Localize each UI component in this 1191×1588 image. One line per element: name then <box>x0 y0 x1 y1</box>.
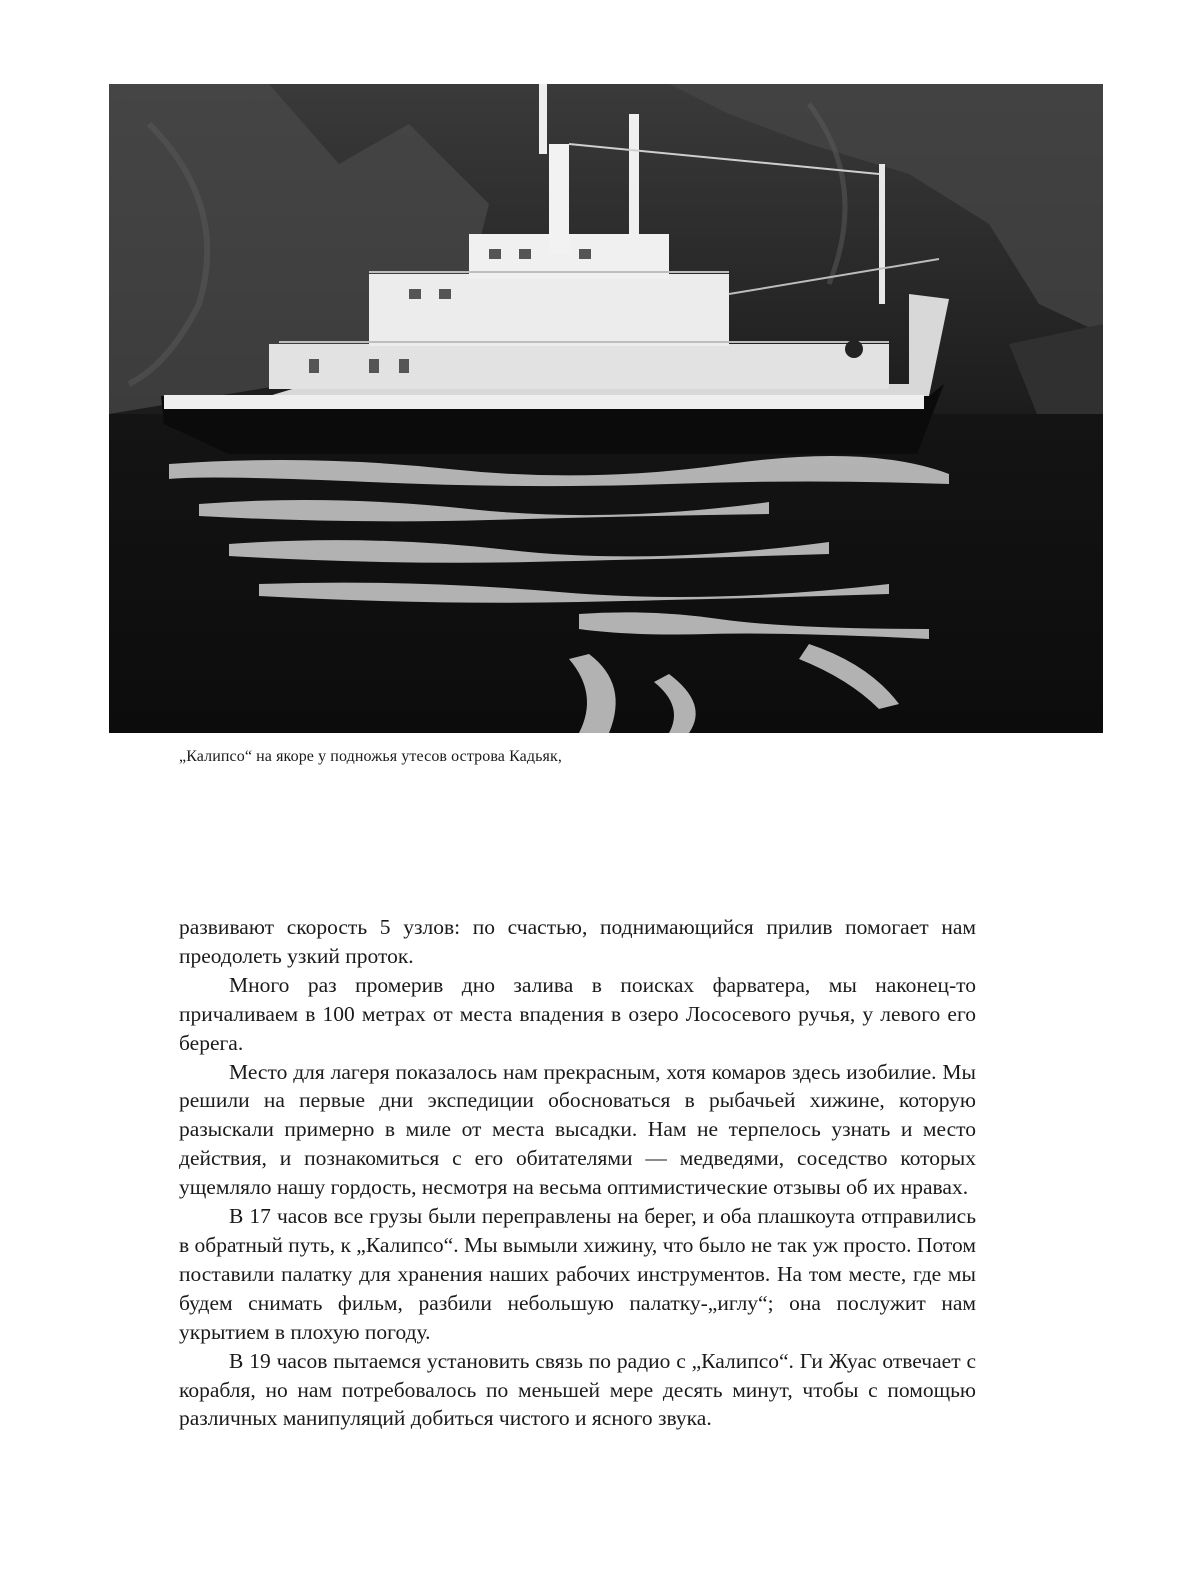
paragraph: В 19 часов пытаемся установить связь по радио с „Калипсо“. Ги Жуас отвечает с корабля, но нам потребовалось по меньшей мере десять минут, чтобы с помощью различных манипуляций добиться чистого и ясного звука. <box>179 1348 976 1431</box>
figure-caption: „Калипсо“ на якоре у подножья утесов острова Кадьяк, <box>179 748 562 765</box>
paragraph: развивают скорость 5 узлов: по счастью, поднимающийся прилив помогает нам преодолеть узкий проток. <box>179 915 976 968</box>
ship-photo <box>109 84 1103 733</box>
paragraph: Место для лагеря показалось нам прекрасным, хотя комаров здесь изобилие. Мы решили на первые дни экспедиции обосноваться в рыбачьей хижине, которую разыскали примерно в миле от места высадки. Нам не терпелось узнать и место действия, и познакомиться с его обитателями — медведями, соседство которых ущемляло нашу гордость, несмотря на весьма оптимистические отзывы об их нравах. <box>179 1059 976 1200</box>
anchor-icon <box>845 340 863 358</box>
paragraph: Много раз промерив дно залива в поисках фарватера, мы наконец-то причаливаем в 100 метрах от места впадения в озеро Лососевого ручья, у левого его берега. <box>179 972 976 1055</box>
body-text <box>179 913 976 1433</box>
ship-photo-illustration <box>109 84 1103 733</box>
ship-mast <box>549 144 569 254</box>
paragraph: В 17 часов все грузы были переправлены на берег, и оба плашкоута отправились в обратный путь, к „Калипсо“. Мы вымыли хижину, что было не так уж просто. Потом поставили палатку для хранения наших рабочих инструментов. На том месте, где мы будем снимать фильм, разбили небольшую палатку-„иглу“; она послужит нам укрытием в плохую погоду. <box>179 1204 976 1344</box>
ship-deck <box>269 344 889 389</box>
